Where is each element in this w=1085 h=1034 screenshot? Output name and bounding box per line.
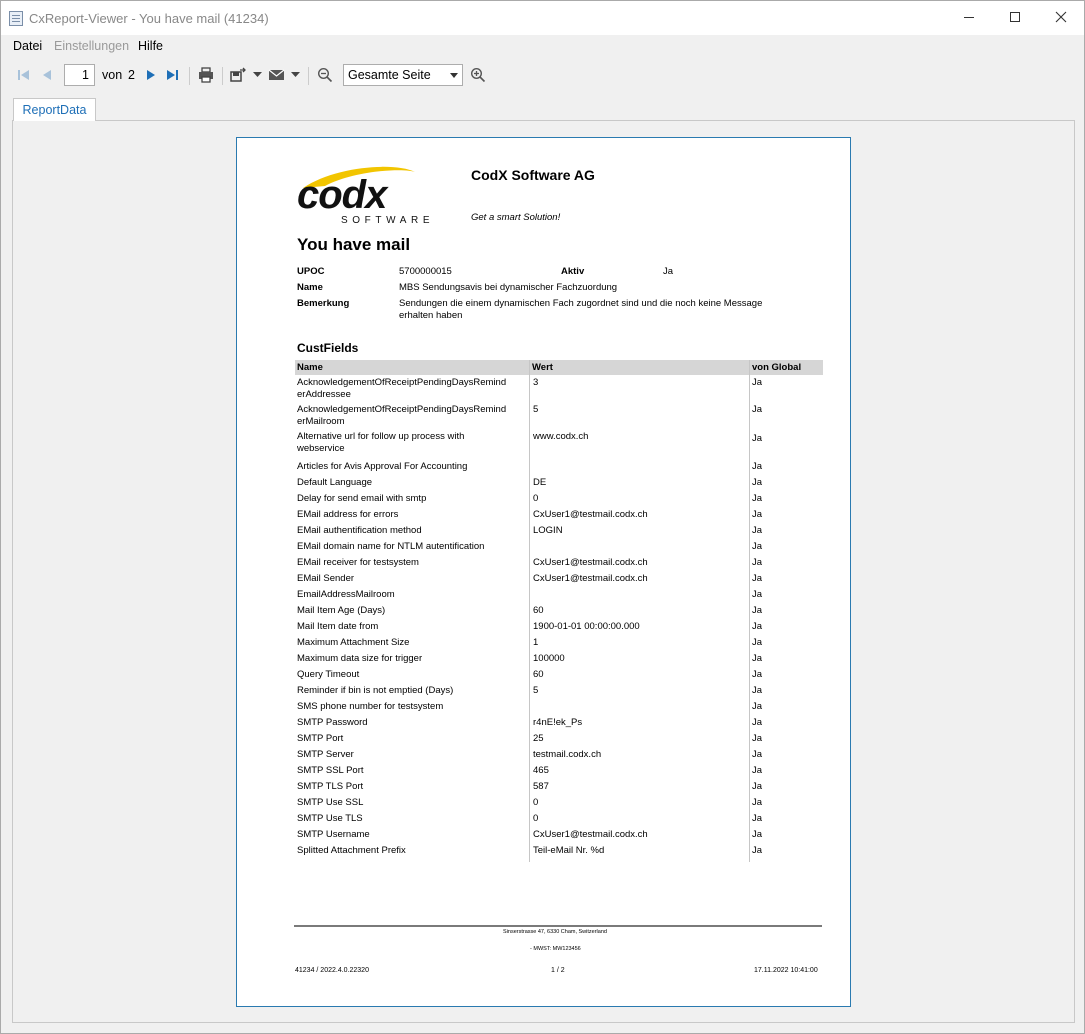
bemerkung-value-line-2: erhalten haben — [399, 310, 463, 321]
cell-value: 1900-01-01 00:00:00.000 — [533, 621, 640, 632]
footer-page-number: 1 / 2 — [551, 967, 565, 974]
cell-name — [297, 685, 527, 697]
cell-name — [297, 781, 527, 793]
cell-von-global: Ja — [752, 829, 763, 840]
company-name: CodX Software AG — [471, 167, 595, 183]
zoom-out-icon[interactable] — [317, 67, 333, 83]
cell-name-line: SMTP SSL Port — [297, 765, 364, 776]
maximize-icon — [1009, 11, 1021, 23]
table-header — [295, 360, 823, 375]
column-divider — [529, 360, 530, 862]
cell-von-global: Ja — [752, 461, 763, 472]
next-page-icon[interactable] — [144, 68, 158, 82]
mail-dropdown-icon[interactable] — [291, 72, 300, 78]
cell-value: DE — [533, 477, 547, 488]
name-value: MBS Sendungsavis bei dynamischer Fachzuordung — [399, 282, 618, 293]
close-icon — [1055, 11, 1067, 23]
codx-logo-icon — [295, 164, 445, 226]
table-row — [295, 701, 823, 715]
cell-name-line: webservice — [297, 443, 345, 454]
column-header-name: Name — [297, 362, 323, 373]
cell-name-line: AcknowledgementOfReceiptPendingDaysRemind — [297, 404, 507, 415]
table-row — [295, 749, 823, 763]
cell-value: LOGIN — [533, 525, 563, 536]
cell-value: 25 — [533, 733, 544, 744]
menu-hilfe[interactable]: Hilfe — [138, 39, 164, 53]
cell-von-global: Ja — [752, 605, 763, 616]
mail-icon[interactable] — [268, 68, 286, 82]
cell-von-global: Ja — [752, 845, 763, 856]
cell-von-global: Ja — [752, 509, 763, 520]
cell-value: 3 — [533, 377, 539, 388]
cell-name — [297, 404, 527, 428]
table-row — [295, 733, 823, 747]
cell-name — [297, 589, 527, 601]
cell-name-line: EMail domain name for NTLM autentification — [297, 541, 485, 552]
bemerkung-label: Bemerkung — [297, 298, 350, 309]
cell-name-line: erMailroom — [297, 416, 345, 427]
cell-name-line: EMail receiver for testsystem — [297, 557, 419, 568]
page-total: 2 — [128, 68, 135, 82]
export-icon[interactable] — [229, 66, 247, 84]
table-row — [295, 621, 823, 635]
footer-timestamp: 17.11.2022 10:41:00 — [754, 967, 818, 974]
cell-name-line: EmailAddressMailroom — [297, 589, 395, 600]
cell-name-line: SMTP Password — [297, 717, 368, 728]
table-row — [295, 845, 823, 859]
cell-name-line: Query Timeout — [297, 669, 360, 680]
report-page — [236, 137, 851, 1007]
aktiv-value: Ja — [663, 266, 674, 277]
cell-name — [297, 701, 527, 713]
name-label: Name — [297, 282, 323, 293]
cell-value: 0 — [533, 813, 539, 824]
cell-name — [297, 845, 527, 857]
cell-von-global: Ja — [752, 477, 763, 488]
zoom-select[interactable] — [343, 64, 463, 86]
cell-value: 5 — [533, 685, 539, 696]
custfields-table — [295, 360, 823, 856]
cell-name-line: SMTP Server — [297, 749, 354, 760]
table-row — [295, 605, 823, 619]
zoom-in-icon[interactable] — [470, 67, 486, 83]
menu-einstellungen[interactable]: Einstellungen — [54, 39, 130, 53]
cell-name-line: Mail Item date from — [297, 621, 379, 632]
cell-value: 587 — [533, 781, 549, 792]
cell-name — [297, 493, 527, 505]
window-title: CxReport-Viewer - You have mail (41234) — [29, 11, 269, 26]
cell-value: 0 — [533, 493, 539, 504]
footer-version: 41234 / 2022.4.0.22320 — [295, 967, 369, 974]
column-header-von-global: von Global — [752, 362, 802, 373]
cell-von-global: Ja — [752, 637, 763, 648]
custfields-heading: CustFields — [297, 341, 359, 355]
svg-text:SOFTWARE: SOFTWARE — [341, 215, 435, 226]
cell-value: Teil-eMail Nr. %d — [533, 845, 605, 856]
toolbar-separator — [222, 67, 223, 85]
cell-von-global: Ja — [752, 621, 763, 632]
cell-von-global: Ja — [752, 525, 763, 536]
zoom-select-value: Gesamte Seite — [348, 68, 431, 82]
page-number-input[interactable]: 1 — [64, 64, 95, 86]
aktiv-label: Aktiv — [561, 266, 585, 277]
table-row — [295, 541, 823, 555]
table-row — [295, 813, 823, 827]
bemerkung-value-line-1: Sendungen die einem dynamischen Fach zugordnet sind und die noch keine Message — [399, 298, 763, 309]
cell-value: 0 — [533, 797, 539, 808]
cell-name-line: Maximum Attachment Size — [297, 637, 410, 648]
cell-von-global: Ja — [752, 404, 763, 415]
cell-name-line: SMTP Port — [297, 733, 344, 744]
report-title: You have mail — [297, 235, 411, 254]
cell-name-line: erAddressee — [297, 389, 351, 400]
table-row — [295, 431, 823, 457]
cell-value: CxUser1@testmail.codx.ch — [533, 509, 648, 520]
table-row — [295, 493, 823, 507]
last-page-icon[interactable] — [165, 68, 179, 82]
cell-von-global: Ja — [752, 669, 763, 680]
table-row — [295, 781, 823, 795]
cell-value: CxUser1@testmail.codx.ch — [533, 557, 648, 568]
cell-value: CxUser1@testmail.codx.ch — [533, 573, 648, 584]
cell-name — [297, 477, 527, 489]
cell-name-line: SMTP Use TLS — [297, 813, 363, 824]
cell-name — [297, 717, 527, 729]
upoc-value: 5700000015 — [399, 266, 452, 277]
cell-name-line: Splitted Attachment Prefix — [297, 845, 406, 856]
cell-value: 60 — [533, 605, 544, 616]
upoc-label: UPOC — [297, 266, 325, 277]
cell-value: 60 — [533, 669, 544, 680]
table-row — [295, 573, 823, 587]
title-bar — [1, 1, 1084, 35]
cell-von-global: Ja — [752, 717, 763, 728]
cell-name-line: SMTP Username — [297, 829, 370, 840]
cell-value: www.codx.ch — [533, 431, 589, 442]
cell-name-line: Reminder if bin is not emptied (Days) — [297, 685, 454, 696]
cell-von-global: Ja — [752, 685, 763, 696]
cell-name — [297, 525, 527, 537]
cell-name — [297, 605, 527, 617]
table-row — [295, 377, 823, 403]
cell-name-line: SMS phone number for testsystem — [297, 701, 444, 712]
cell-name-line: EMail authentification method — [297, 525, 422, 536]
cell-name — [297, 541, 527, 553]
cell-name-line: SMTP TLS Port — [297, 781, 364, 792]
table-row — [295, 829, 823, 843]
cell-name — [297, 377, 527, 401]
table-row — [295, 653, 823, 667]
cell-name-line: Alternative url for follow up process with — [297, 431, 465, 442]
table-row — [295, 685, 823, 699]
cell-value: 5 — [533, 404, 539, 415]
cell-von-global: Ja — [752, 573, 763, 584]
footer-mwst: - MWST: MW123456 — [530, 946, 581, 952]
column-divider — [749, 360, 750, 862]
menu-datei[interactable]: Datei — [13, 39, 43, 53]
column-header-wert: Wert — [532, 362, 553, 373]
cell-name-line: Default Language — [297, 477, 373, 488]
cell-name — [297, 557, 527, 569]
cell-von-global: Ja — [752, 557, 763, 568]
first-page-icon[interactable] — [17, 68, 31, 82]
cell-name-line: Articles for Avis Approval For Accounting — [297, 461, 468, 472]
cell-von-global: Ja — [752, 377, 763, 388]
cell-name-line: Delay for send email with smtp — [297, 493, 427, 504]
cell-name-line: Maximum data size for trigger — [297, 653, 423, 664]
cell-von-global: Ja — [752, 589, 763, 600]
export-dropdown-icon[interactable] — [253, 72, 262, 78]
table-row — [295, 477, 823, 491]
table-row — [295, 557, 823, 571]
cell-name — [297, 431, 527, 455]
cell-name — [297, 669, 527, 681]
cell-name — [297, 765, 527, 777]
cell-name-line: AcknowledgementOfReceiptPendingDaysRemind — [297, 377, 507, 388]
table-row — [295, 669, 823, 683]
cell-name-line: EMail address for errors — [297, 509, 399, 520]
cell-von-global: Ja — [752, 541, 763, 552]
minimize-icon — [963, 11, 975, 23]
cell-value: 465 — [533, 765, 549, 776]
cell-von-global: Ja — [752, 781, 763, 792]
table-row — [295, 717, 823, 731]
cell-name — [297, 797, 527, 809]
cell-von-global: Ja — [752, 701, 763, 712]
footer-address: Sinserstrasse 47, 6330 Cham, Switzerland — [503, 929, 607, 935]
cell-von-global: Ja — [752, 733, 763, 744]
previous-page-icon[interactable] — [40, 68, 54, 82]
table-row — [295, 404, 823, 430]
table-row — [295, 765, 823, 779]
company-slogan: Get a smart Solution! — [471, 212, 561, 223]
cell-name — [297, 461, 527, 473]
cell-name — [297, 621, 527, 633]
cell-value: testmail.codx.ch — [533, 749, 602, 760]
cell-von-global: Ja — [752, 493, 763, 504]
cell-name — [297, 813, 527, 825]
cell-von-global: Ja — [752, 765, 763, 776]
cell-name — [297, 637, 527, 649]
svg-text:codx: codx — [297, 173, 387, 217]
close-button[interactable] — [1038, 1, 1084, 35]
toolbar-separator — [308, 67, 309, 85]
cell-value: CxUser1@testmail.codx.ch — [533, 829, 648, 840]
cell-value: 100000 — [533, 653, 565, 664]
cell-name — [297, 653, 527, 665]
cell-name-line: SMTP Use SSL — [297, 797, 364, 808]
table-row — [295, 797, 823, 811]
table-row — [295, 509, 823, 523]
table-row — [295, 589, 823, 603]
app-icon — [9, 11, 23, 26]
footer-divider — [294, 925, 822, 927]
print-icon[interactable] — [197, 66, 215, 84]
maximize-button[interactable] — [992, 1, 1038, 35]
cell-name-line: EMail Sender — [297, 573, 355, 584]
page-of-label: von — [102, 68, 123, 82]
cell-von-global: Ja — [752, 653, 763, 664]
cell-name — [297, 509, 527, 521]
table-row — [295, 461, 823, 475]
cell-von-global: Ja — [752, 749, 763, 760]
cell-value: r4nE!ek_Ps — [533, 717, 583, 728]
table-row — [295, 525, 823, 539]
cell-von-global: Ja — [752, 797, 763, 808]
cell-name-line: Mail Item Age (Days) — [297, 605, 386, 616]
toolbar-separator — [189, 67, 190, 85]
minimize-button[interactable] — [946, 1, 992, 35]
cell-value: 1 — [533, 637, 539, 648]
cell-von-global: Ja — [752, 433, 763, 444]
cell-name — [297, 749, 527, 761]
cell-name — [297, 573, 527, 585]
chevron-down-icon — [450, 73, 458, 78]
cell-von-global: Ja — [752, 813, 763, 824]
tab-reportdata[interactable]: ReportData — [13, 98, 96, 121]
cell-name — [297, 733, 527, 745]
table-row — [295, 637, 823, 651]
cell-name — [297, 829, 527, 841]
